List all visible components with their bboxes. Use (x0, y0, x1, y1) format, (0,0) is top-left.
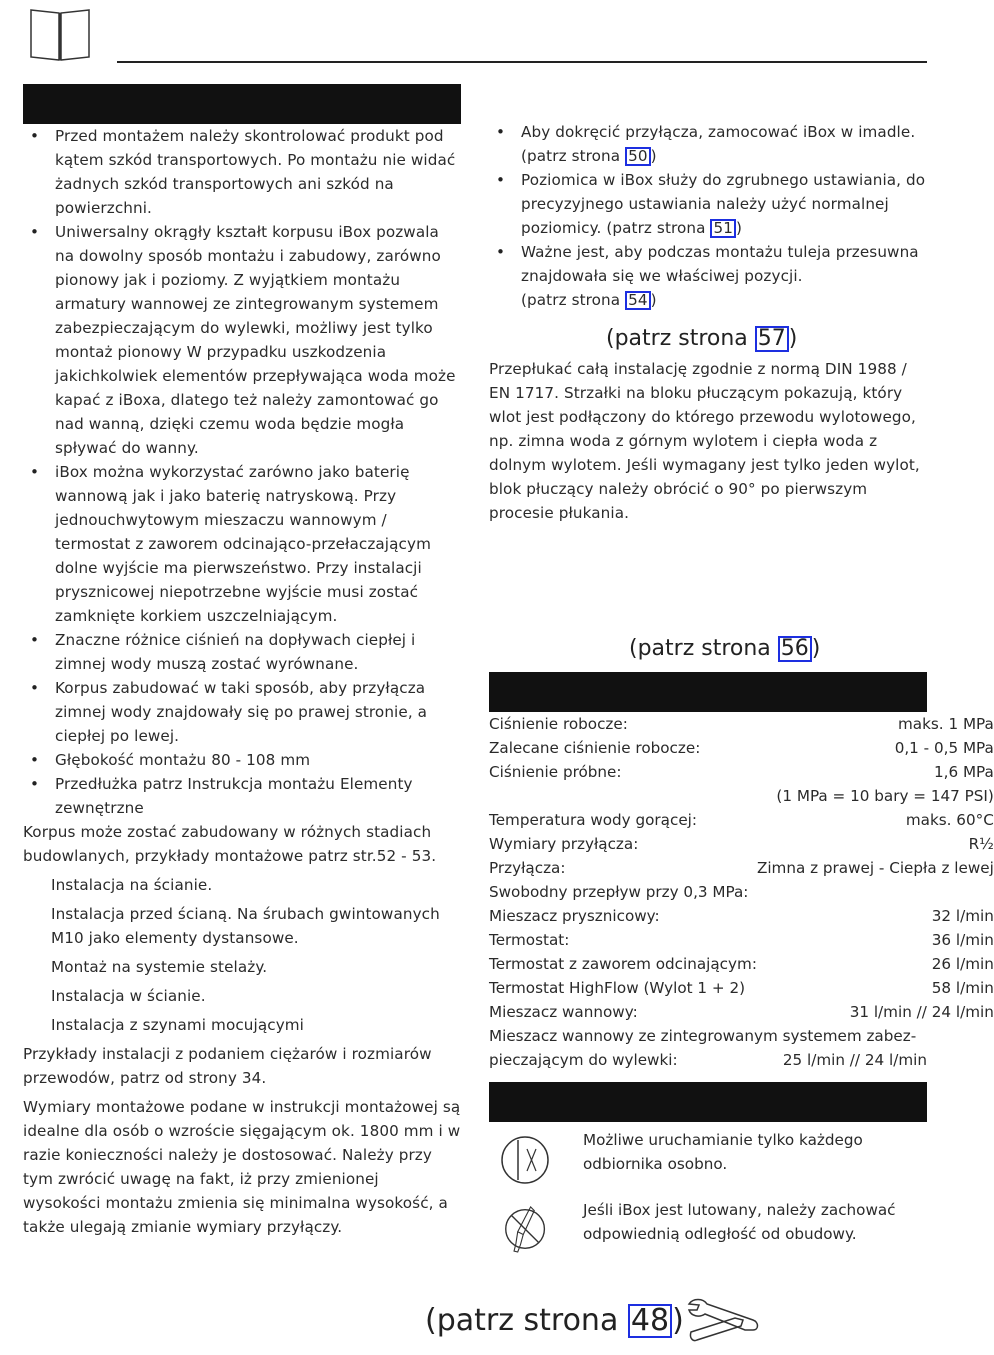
spec-row (489, 832, 994, 856)
page-reference: (patrz strona 48 ) (425, 1303, 684, 1338)
page-ref-link[interactable]: 57 (755, 326, 789, 352)
list-item: Instalacja w ścianie. (51, 987, 206, 1005)
requirements-list (23, 124, 461, 820)
list-item: • Uniwersalny okrągły kształt korpusu iBox pozwala na dowolny sposób montażu i zabudowy, zarówno pionowy jak i poziomy. Z wyjątkiem montażu armatury wannowej ze zintegrowanym systemem zabezpieczającym do wylewki, możliwy jest tylko montaż pionowy W przypadku uszkodzenia jakichkolwiek elementów przepływająca woda może kapać z iBoxa, dlatego też należy zamontować go nad wanną, dzięki czemu woda będzie mogła spływać do wanny. (23, 220, 461, 460)
list-item: • Korpus zabudować w taki sposób, aby przyłącza zimnej wody znajdowały się po prawej stronie, a ciepłej po lewej. (23, 676, 461, 748)
left-column (23, 124, 461, 1239)
page-ref-link[interactable]: 50 (625, 147, 651, 166)
spec-value: maks. 1 MPa (898, 715, 994, 733)
spec-value: R½ (968, 835, 994, 853)
spec-row (489, 976, 994, 1000)
spec-label: Mieszacz prysznicowy: (489, 907, 660, 925)
list-item: Instalacja na ścianie. (51, 876, 213, 894)
header-rule (117, 61, 927, 63)
spec-row (489, 760, 994, 784)
paragraph: Przykłady instalacji z podaniem ciężarów i rozmiarów przewodów, patrz od strony 34. (23, 1045, 432, 1087)
spec-row: Mieszacz wannowy ze zintegrowanym systemem zabez- pieczającym do wylewki: 25 l/min // 24 l/min (489, 1027, 927, 1069)
list-item: • Poziomica w iBox służy do zgrubnego ustawiania, do precyzyjnego ustawiania należy użyć normalnej poziomicy. (patrz strona 51 ) (489, 168, 927, 240)
list-item: • Głębokość montażu 80 - 108 mm (23, 748, 461, 772)
book-icon (28, 6, 92, 62)
wrench-icon (683, 1296, 763, 1346)
spec-row (489, 880, 994, 904)
spec-value: 31 l/min // 24 l/min (849, 1003, 994, 1021)
list-item: Instalacja z szynami mocującymi (51, 1016, 304, 1034)
page-ref-link[interactable]: 54 (625, 291, 651, 310)
page-ref-link[interactable]: 51 (710, 219, 736, 238)
specs-table (489, 712, 994, 1072)
page-ref-link[interactable]: 48 (628, 1304, 672, 1338)
specs-header-bar (489, 672, 927, 712)
spec-value: 26 l/min (931, 955, 994, 973)
page-reference: (patrz strona 57 ) (606, 326, 798, 351)
spec-row (489, 712, 994, 736)
list-item: Montaż na systemie stelaży. (51, 958, 268, 976)
spec-value (757, 880, 994, 904)
spec-label: Mieszacz wannowy: (489, 1003, 638, 1021)
spec-row (489, 736, 994, 760)
section-header-bar (23, 84, 461, 124)
spec-label: Przyłącza: (489, 859, 566, 877)
spec-value: 1,6 MPa (933, 763, 994, 781)
single-consumer-icon (500, 1135, 550, 1185)
note-text: Możliwe uruchamianie tylko każdego odbiornika osobno. (583, 1131, 863, 1173)
paragraph: Korpus może zostać zabudowany w różnych stadiach budowlanych, przykłady montażowe patrz str.52 - 53. (23, 823, 437, 865)
install-types (23, 873, 461, 1037)
note-text: Jeśli iBox jest lutowany, należy zachować odpowiednią odległość od obudowy. (583, 1201, 896, 1243)
paragraph: Wymiary montażowe podane w instrukcji montażowej są idealne dla osób o wzroście sięgającym ok. 1800 mm i w razie konieczności należy je dostosować. Należy przy tym zwrócić uwagę na fakt, iż przy zmienionej wysokości montażu zmienia się minimalna wysokość, a także ulegają zmianie wymiary przyłączy. (23, 1098, 461, 1236)
list-item: Instalacja przed ścianą. Na śrubach gwintowanych M10 jako elementy dystansowe. (51, 905, 440, 947)
spec-value: 58 l/min (931, 979, 994, 997)
spec-label: Zalecane ciśnienie robocze: (489, 739, 701, 757)
no-soldering-icon (503, 1202, 549, 1256)
notes-header-bar (489, 1082, 927, 1122)
spec-value: 32 l/min (931, 907, 994, 925)
page-ref-link[interactable]: 56 (778, 636, 812, 662)
list-item: • Znaczne różnice ciśnień na dopływach ciepłej i zimnej wody muszą zostać wyrównane. (23, 628, 461, 676)
list-item: • Przedłużka patrz Instrukcja montażu Elementy zewnętrzne (23, 772, 461, 820)
spec-row (489, 856, 994, 880)
spec-row (489, 952, 994, 976)
spec-row (489, 928, 994, 952)
flush-paragraph: Przepłukać całą instalację zgodnie z normą DIN 1988 / EN 1717. Strzałki na bloku płuczącym pokazują, który wlot jest podłączony do którego przewodu wylotowego, np. zimna woda z górnym wylotem i ciepła woda z dolnym wylotem. Jeśli wymagany jest tylko jeden wylot, blok płuczący należy obrócić o 90° po pierwszym procesie płukania. (489, 360, 920, 522)
list-item: • Ważne jest, aby podczas montażu tuleja przesuwna znajdowała się we właściwej pozycji. (patrz strona 54 ) (489, 240, 927, 312)
spec-label: Temperatura wody gorącej: (489, 811, 698, 829)
page-reference: (patrz strona 56 ) (629, 636, 821, 661)
spec-value: Zimna z prawej - Ciepła z lewej (756, 859, 994, 877)
spec-label: Termostat HighFlow (Wylot 1 + 2) (489, 979, 746, 997)
spec-label (489, 784, 757, 808)
list-item: • Aby dokręcić przyłącza, zamocować iBox w imadle. (patrz strona 50 ) (489, 120, 927, 168)
spec-row (489, 784, 994, 808)
right-bullets (489, 120, 927, 312)
spec-value: (1 MPa = 10 bary = 147 PSI) (776, 787, 994, 805)
spec-label: Swobodny przepływ przy 0,3 MPa: (489, 883, 749, 901)
spec-value: 36 l/min (931, 931, 994, 949)
spec-label: Wymiary przyłącza: (489, 835, 639, 853)
list-item: • Przed montażem należy skontrolować produkt pod kątem szkód transportowych. Po montażu nie widać żadnych szkód transportowych ani szkód na powierzchni. (23, 124, 461, 220)
spec-label: Ciśnienie próbne: (489, 763, 622, 781)
spec-value: 0,1 - 0,5 MPa (894, 739, 994, 757)
spec-row (489, 1000, 994, 1024)
spec-row (489, 808, 994, 832)
spec-label: Termostat z zaworem odcinającym: (489, 955, 757, 973)
spec-label: Termostat: (489, 931, 570, 949)
list-item: • iBox można wykorzystać zarówno jako baterię wannową jak i jako baterię natryskową. Przy jednouchwytowym mieszaczu wannowym / termostat z zaworem odcinająco-przełaczającym dolne wyjście ma pierwszeństwo. Przy instalacji prysznicowej niepotrzebne wyjście musi zostać zamknięte korkiem uszczelniającym. (23, 460, 461, 628)
spec-label: Ciśnienie robocze: (489, 715, 628, 733)
spec-value: maks. 60°C (905, 811, 994, 829)
spec-row (489, 904, 994, 928)
